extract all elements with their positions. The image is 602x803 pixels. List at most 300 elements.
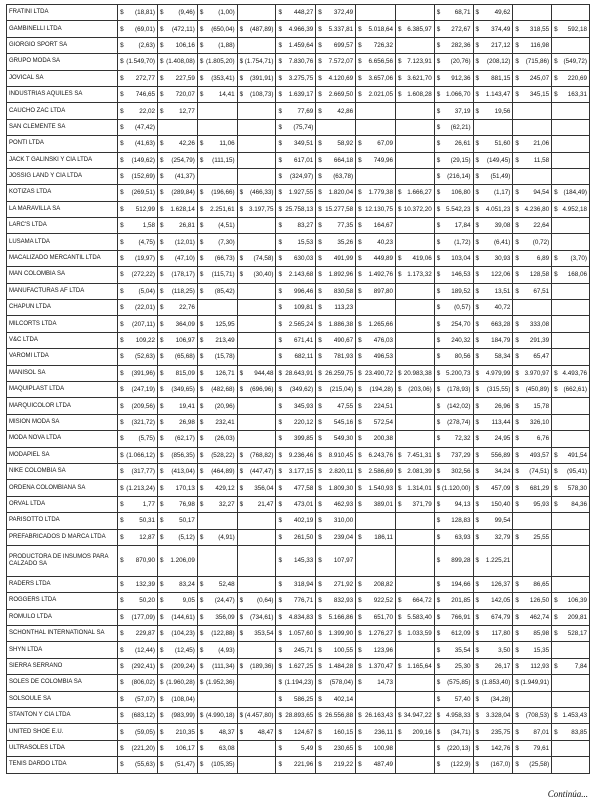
amount: 20.983,38 <box>403 369 432 377</box>
value-cell <box>513 201 552 217</box>
company-name: SOLSOULE SA <box>7 691 118 707</box>
value-cell <box>473 691 513 707</box>
currency-symbol: $ <box>239 613 244 621</box>
value-cell <box>473 740 513 756</box>
amount: 1.927,55 <box>288 189 314 197</box>
value-cell <box>276 103 316 119</box>
amount: 26,98 <box>179 418 195 426</box>
value-cell <box>118 593 158 609</box>
currency-symbol: $ <box>159 402 164 410</box>
value-cell <box>356 545 396 576</box>
value-cell <box>276 381 316 397</box>
amount: (108,73) <box>249 91 274 99</box>
currency-symbol: $ <box>199 156 204 164</box>
currency-symbol: $ <box>278 533 282 541</box>
amount: 79,61 <box>533 744 550 752</box>
amount: 106,16 <box>175 41 195 49</box>
company-name: MISION MODA SA <box>7 414 118 430</box>
amount: (51,49) <box>490 173 511 181</box>
value-cell <box>356 463 396 479</box>
value-cell <box>118 513 158 529</box>
currency-symbol: $ <box>318 695 322 703</box>
amount: 272,77 <box>135 74 155 82</box>
amount: 26,17 <box>494 663 511 671</box>
amount: 1.399,90 <box>328 630 354 638</box>
value-cell <box>434 234 473 250</box>
value-cell <box>552 250 590 266</box>
value-cell <box>434 54 473 70</box>
company-name: SIERRA SERRANO <box>7 658 118 674</box>
amount: (4,93) <box>218 646 235 654</box>
value-cell <box>197 675 237 691</box>
company-name: PARISOTTO LTDA <box>7 513 118 529</box>
value-cell <box>513 152 552 168</box>
amount: (178,93) <box>447 386 471 394</box>
amount: 2.143,68 <box>288 271 314 279</box>
currency-symbol: $ <box>318 484 322 492</box>
amount: 333,08 <box>529 320 550 328</box>
amount: (447,47) <box>249 468 274 476</box>
amount: 19,41 <box>179 402 195 410</box>
value-cell <box>552 576 590 592</box>
value-cell <box>473 576 513 592</box>
currency-symbol: $ <box>199 712 204 720</box>
currency-symbol: $ <box>278 9 282 17</box>
amount: (696,96) <box>249 386 274 394</box>
value-cell <box>473 316 513 332</box>
company-name: NIKE COLOMBIA SA <box>7 463 118 479</box>
value-cell <box>473 21 513 37</box>
value-cell <box>434 675 473 691</box>
currency-symbol: $ <box>475 238 480 246</box>
value-cell <box>157 201 197 217</box>
amount: (149,45) <box>486 156 511 164</box>
currency-symbol: $ <box>358 140 362 148</box>
amount: 870,90 <box>135 557 155 565</box>
amount: 881,15 <box>491 74 511 82</box>
currency-symbol: $ <box>436 435 441 443</box>
value-cell <box>552 349 590 365</box>
amount: (47,10) <box>174 255 195 263</box>
currency-symbol: $ <box>278 287 282 295</box>
currency-symbol: $ <box>159 41 164 49</box>
value-cell <box>434 642 473 658</box>
value-cell <box>316 576 356 592</box>
currency-symbol: $ <box>358 761 362 769</box>
amount: 235,75 <box>491 728 511 736</box>
value-cell <box>395 152 434 168</box>
value-cell <box>395 381 434 397</box>
value-cell <box>395 21 434 37</box>
value-cell <box>513 545 552 576</box>
currency-symbol: $ <box>159 189 164 197</box>
value-cell <box>513 234 552 250</box>
company-name: SCHONTHAL INTERNATIONAL SA <box>7 626 118 642</box>
currency-symbol: $ <box>199 646 204 654</box>
amount: 52,48 <box>218 581 235 589</box>
currency-symbol: $ <box>278 402 282 410</box>
value-cell <box>513 675 552 691</box>
company-name: MILCORTS LTDA <box>7 316 118 332</box>
value-cell <box>276 250 316 266</box>
value-cell <box>316 54 356 70</box>
value-cell <box>395 447 434 463</box>
table-row <box>7 398 590 414</box>
value-cell <box>316 283 356 299</box>
currency-symbol: $ <box>278 712 282 720</box>
value-cell <box>434 626 473 642</box>
currency-symbol: $ <box>475 646 480 654</box>
currency-symbol: $ <box>397 451 402 459</box>
currency-symbol: $ <box>515 255 519 263</box>
amount: 128,83 <box>451 517 471 525</box>
amount: (5,12) <box>178 533 195 541</box>
currency-symbol: $ <box>358 679 362 687</box>
amount: 224,51 <box>373 402 393 410</box>
amount: (57,07) <box>135 695 155 703</box>
amount: 2.565,24 <box>288 320 314 328</box>
currency-symbol: $ <box>515 597 519 605</box>
value-cell <box>552 609 590 625</box>
currency-symbol: $ <box>318 205 322 213</box>
value-cell <box>316 168 356 184</box>
value-cell <box>197 658 237 674</box>
currency-symbol: $ <box>554 91 558 99</box>
value-cell <box>552 185 590 201</box>
amount: (768,82) <box>249 451 274 459</box>
value-cell <box>197 414 237 430</box>
currency-symbol: $ <box>515 205 519 213</box>
value-cell <box>395 70 434 86</box>
value-cell <box>552 480 590 496</box>
value-cell <box>395 675 434 691</box>
value-cell <box>552 708 590 724</box>
currency-symbol: $ <box>278 255 282 263</box>
value-cell <box>237 642 276 658</box>
amount: 106,39 <box>567 597 587 605</box>
currency-symbol: $ <box>318 9 322 17</box>
value-cell <box>395 593 434 609</box>
value-cell <box>197 480 237 496</box>
value-cell <box>395 332 434 348</box>
amount: 86,65 <box>533 581 550 589</box>
table-row <box>7 103 590 119</box>
amount: 28.893,65 <box>285 712 314 720</box>
value-cell <box>276 267 316 283</box>
value-cell <box>157 675 197 691</box>
amount: (3,70) <box>570 255 587 263</box>
value-cell <box>473 480 513 496</box>
value-cell <box>316 658 356 674</box>
value-cell <box>197 513 237 529</box>
currency-symbol: $ <box>199 9 204 17</box>
amount: (184,49) <box>563 189 587 197</box>
currency-symbol: $ <box>475 41 480 49</box>
currency-symbol: $ <box>278 205 282 213</box>
value-cell <box>316 267 356 283</box>
value-cell <box>473 185 513 201</box>
value-cell <box>395 513 434 529</box>
value-cell <box>197 168 237 184</box>
company-name: JACK T GALINSKI Y CIA LTDA <box>7 152 118 168</box>
amount: (167,0) <box>490 761 511 769</box>
value-cell <box>356 658 396 674</box>
currency-symbol: $ <box>318 557 322 565</box>
currency-symbol: $ <box>436 679 441 687</box>
currency-symbol: $ <box>475 557 480 565</box>
company-name: LARC'S LTDA <box>7 218 118 234</box>
currency-symbol: $ <box>358 255 362 263</box>
value-cell <box>552 300 590 316</box>
currency-symbol: $ <box>475 418 480 426</box>
currency-symbol: $ <box>436 761 441 769</box>
currency-symbol: $ <box>475 451 480 459</box>
value-cell <box>356 103 396 119</box>
currency-symbol: $ <box>318 140 322 148</box>
amount: (20,96) <box>214 402 235 410</box>
amount: 168,06 <box>567 271 587 279</box>
value-cell <box>316 691 356 707</box>
amount: 318,94 <box>294 581 314 589</box>
value-cell <box>276 332 316 348</box>
value-cell <box>197 283 237 299</box>
currency-symbol: $ <box>475 320 480 328</box>
currency-symbol: $ <box>199 663 204 671</box>
currency-symbol: $ <box>515 337 519 344</box>
value-cell <box>434 218 473 234</box>
value-cell <box>276 529 316 545</box>
value-cell <box>197 54 237 70</box>
value-cell <box>118 691 158 707</box>
value-cell <box>316 626 356 642</box>
amount: (315,55) <box>486 386 511 394</box>
value-cell <box>434 119 473 135</box>
currency-symbol: $ <box>120 517 124 525</box>
currency-symbol: $ <box>278 761 282 769</box>
value-cell <box>395 691 434 707</box>
currency-symbol: $ <box>358 91 362 99</box>
amount: 122,06 <box>491 271 511 279</box>
amount: 1.165,64 <box>407 663 432 671</box>
value-cell <box>237 168 276 184</box>
amount: 245,71 <box>294 646 314 654</box>
currency-symbol: $ <box>199 222 204 230</box>
value-cell <box>157 480 197 496</box>
currency-symbol: $ <box>199 41 204 49</box>
value-cell <box>434 757 473 773</box>
amount: (12,44) <box>135 646 155 654</box>
amount: (95,41) <box>567 468 587 476</box>
value-cell <box>513 576 552 592</box>
currency-symbol: $ <box>318 25 322 33</box>
value-cell <box>237 86 276 102</box>
amount: 429,12 <box>215 484 235 492</box>
value-cell <box>552 398 590 414</box>
value-cell <box>157 724 197 740</box>
currency-symbol: $ <box>199 451 204 459</box>
currency-symbol: $ <box>436 646 441 654</box>
amount: (482,68) <box>211 386 235 394</box>
value-cell <box>395 642 434 658</box>
value-cell <box>356 21 396 37</box>
amount: 832,93 <box>333 597 354 605</box>
currency-symbol: $ <box>318 646 322 654</box>
value-cell <box>552 332 590 348</box>
value-cell <box>197 218 237 234</box>
amount: (450,89) <box>525 386 550 394</box>
table-row <box>7 185 590 201</box>
amount: (856,35) <box>171 451 195 459</box>
amount: 1.033,59 <box>407 630 432 638</box>
value-cell <box>197 136 237 152</box>
amount: 221,96 <box>294 761 314 769</box>
amount: (472,11) <box>171 25 195 33</box>
currency-symbol: $ <box>159 630 164 638</box>
company-name: PREFABRICADOS D MARCA LTDA <box>7 529 118 545</box>
table-row <box>7 480 590 496</box>
amount: 219,22 <box>333 761 354 769</box>
currency-symbol: $ <box>318 386 322 394</box>
company-name: ORDENA COLOMBIANA SA <box>7 480 118 496</box>
currency-symbol: $ <box>436 613 441 621</box>
currency-symbol: $ <box>278 320 282 328</box>
currency-symbol: $ <box>278 140 282 148</box>
company-name: MAN COLOMBIA SA <box>7 267 118 283</box>
value-cell <box>316 152 356 168</box>
value-cell <box>316 609 356 625</box>
currency-symbol: $ <box>159 695 164 703</box>
currency-symbol: $ <box>358 418 362 426</box>
currency-symbol: $ <box>515 25 519 33</box>
currency-symbol: $ <box>278 123 282 131</box>
amount: (0,72) <box>532 238 550 246</box>
amount: (662,61) <box>563 386 587 394</box>
amount: 749,96 <box>373 156 393 164</box>
value-cell <box>356 626 396 642</box>
value-cell <box>276 513 316 529</box>
value-cell <box>118 398 158 414</box>
amount: (115,71) <box>211 271 235 279</box>
value-cell <box>197 365 237 381</box>
value-cell <box>513 365 552 381</box>
value-cell <box>513 414 552 430</box>
value-cell <box>473 675 513 691</box>
value-cell <box>237 365 276 381</box>
value-cell <box>395 414 434 430</box>
amount: 3.197,75 <box>248 205 274 213</box>
currency-symbol: $ <box>554 451 558 459</box>
value-cell <box>237 496 276 512</box>
value-cell <box>552 463 590 479</box>
value-cell <box>434 708 473 724</box>
currency-symbol: $ <box>475 107 480 115</box>
value-cell <box>473 658 513 674</box>
value-cell <box>157 447 197 463</box>
currency-symbol: $ <box>159 500 164 508</box>
currency-symbol: $ <box>436 744 441 752</box>
amount: 126,50 <box>529 597 550 605</box>
currency-symbol: $ <box>515 533 519 541</box>
value-cell <box>356 724 396 740</box>
amount: (209,56) <box>131 402 155 410</box>
amount: 9.236,46 <box>288 451 314 459</box>
amount: 65,47 <box>533 353 550 361</box>
amount: 48,37 <box>218 728 235 736</box>
value-cell <box>276 168 316 184</box>
value-cell <box>513 691 552 707</box>
amount: 726,32 <box>373 41 393 49</box>
currency-symbol: $ <box>199 337 204 344</box>
currency-symbol: $ <box>318 41 322 49</box>
amount: (292,41) <box>131 663 155 671</box>
amount: 4.958,33 <box>446 712 471 720</box>
amount: 80,56 <box>454 353 471 361</box>
amount: (7,30) <box>218 238 235 246</box>
value-cell <box>473 757 513 773</box>
value-cell <box>434 740 473 756</box>
value-cell <box>237 152 276 168</box>
amount: 15,78 <box>533 402 550 410</box>
value-cell <box>434 267 473 283</box>
value-cell <box>434 332 473 348</box>
amount: 15,35 <box>533 646 550 654</box>
value-cell <box>316 21 356 37</box>
amount: (578,04) <box>329 679 354 687</box>
currency-symbol: $ <box>318 402 322 410</box>
value-cell <box>356 70 396 86</box>
value-cell <box>473 626 513 642</box>
value-cell <box>157 496 197 512</box>
currency-symbol: $ <box>239 468 244 476</box>
amount: 106,97 <box>175 337 195 344</box>
value-cell <box>157 119 197 135</box>
value-cell <box>356 447 396 463</box>
value-cell <box>473 5 513 21</box>
amount: 1,58 <box>142 222 155 230</box>
table-row <box>7 218 590 234</box>
value-cell <box>513 513 552 529</box>
currency-symbol: $ <box>358 205 362 213</box>
currency-symbol: $ <box>554 58 558 66</box>
value-cell <box>197 267 237 283</box>
amount: (349,62) <box>289 386 314 394</box>
currency-symbol: $ <box>397 613 402 621</box>
value-cell <box>473 414 513 430</box>
value-cell <box>434 398 473 414</box>
amount: 145,33 <box>294 557 314 565</box>
amount: 3.177,15 <box>288 468 314 476</box>
amount: 473,01 <box>294 500 314 508</box>
amount: 487,49 <box>373 761 393 769</box>
currency-symbol: $ <box>397 271 402 279</box>
currency-symbol: $ <box>159 613 164 621</box>
amount: (9,46) <box>178 9 195 17</box>
table-row <box>7 658 590 674</box>
amount: 1.225,21 <box>485 557 511 565</box>
currency-symbol: $ <box>515 386 519 394</box>
currency-symbol: $ <box>159 25 164 33</box>
currency-symbol: $ <box>515 369 519 377</box>
currency-symbol: $ <box>239 597 244 605</box>
value-cell <box>197 708 237 724</box>
amount: 781,93 <box>333 353 354 361</box>
value-cell <box>356 300 396 316</box>
currency-symbol: $ <box>278 91 282 99</box>
currency-symbol: $ <box>358 728 362 736</box>
currency-symbol: $ <box>159 761 164 769</box>
currency-symbol: $ <box>120 337 124 344</box>
currency-symbol: $ <box>199 255 204 263</box>
